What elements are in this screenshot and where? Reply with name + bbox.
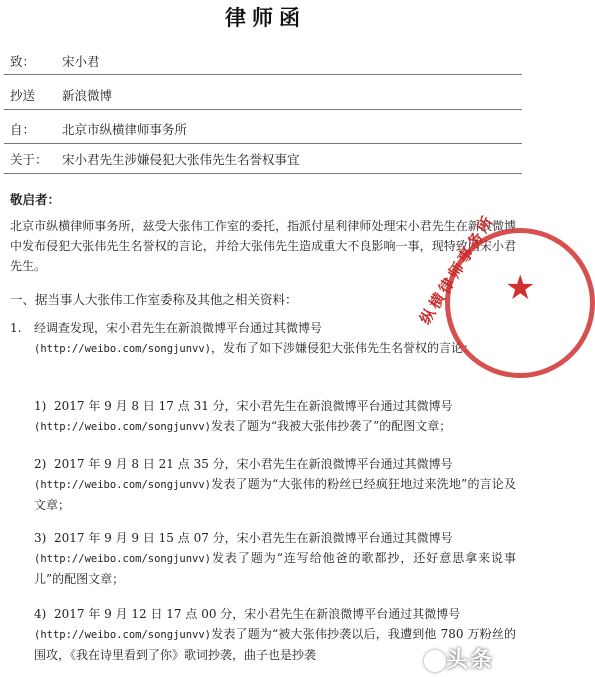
seal-text: 纵横律师事务所 xyxy=(416,211,499,328)
point-body xyxy=(34,318,516,359)
header-from-label: 自： xyxy=(10,122,36,137)
weibo-url: (http://weibo.com/songjunvv) xyxy=(34,553,212,565)
weibo-url: (http://weibo.com/songjunvv) xyxy=(34,629,212,641)
subitem-2 xyxy=(10,454,516,515)
section-heading: 一、据当事人大张伟工作室委称及其他之相关资料： xyxy=(10,292,298,307)
subitem-body xyxy=(34,454,516,515)
weibo-url: (http://weibo.com/songjunvv) xyxy=(34,421,212,433)
point-number: 1. xyxy=(10,321,22,335)
weibo-url: (http://weibo.com/songjunvv) xyxy=(34,343,212,355)
subitem-text: 2017 年 9 月 9 日 15 点 07 分，宋小君先生在新浪微博平台通过其微博号 xyxy=(53,531,453,545)
subitem-text: 发表了题为“被大张伟抄袭以后，我遭到他 780 万粉丝的围攻，《我在诗里看到了你》歌词抄袭，曲子也是抄袭 xyxy=(34,627,516,662)
subitem-text: 2017 年 9 月 12 日 17 点 00 分，宋小君先生在新浪微博平台通过其微博号 xyxy=(53,607,461,621)
subitem-text: 2017 年 9 月 8 日 21 点 35 分，宋小君先生在新浪微博平台通过其微博号 xyxy=(53,457,453,471)
subitem-number: 3) xyxy=(34,531,47,545)
intro-paragraph: 北京市纵横律师事务所，兹受大张伟工作室的委托，指派付星利律师处理宋小君先生在新浪微博中发布侵犯大张伟先生名誉权的言论，并给大张伟先生造成重大不良影响一事，现特致函宋小君先生。 xyxy=(10,219,516,273)
point-1 xyxy=(10,318,516,359)
header-divider xyxy=(4,74,522,75)
header-subject-value: 宋小君先生涉嫌侵犯大张伟先生名誉权事宜 xyxy=(62,152,300,167)
subitem-text: 发表了题为“我被大张伟抄袭了”的配图文章； xyxy=(211,419,452,433)
subitem-text: 发表了题为“连写给他爸的歌都抄，还好意思拿来说事儿”的配图文章； xyxy=(34,551,516,586)
watermark-text: 头条 xyxy=(446,648,495,673)
star-icon: ★ xyxy=(505,268,536,308)
header-divider xyxy=(4,173,522,174)
header-to-value: 宋小君 xyxy=(62,54,100,69)
header-subject-label: 关于： xyxy=(10,152,48,167)
header-divider xyxy=(4,109,522,110)
greeting: 敬启者： xyxy=(10,192,61,207)
header-cc-label: 抄送 xyxy=(10,88,36,103)
subitem-text: 发表了题为“大张伟的粉丝已经疯狂地过来洗地”的言论及文章； xyxy=(34,477,516,512)
header-cc-value: 新浪微博 xyxy=(62,88,113,103)
header-to-label: 致： xyxy=(10,54,36,69)
subitem-text: 2017 年 9 月 8 日 17 点 31 分，宋小君先生在新浪微博平台通过其微博号 xyxy=(53,399,453,413)
subitem-1 xyxy=(10,396,516,437)
subitem-body xyxy=(34,396,516,437)
subitem-number: 4) xyxy=(34,607,47,621)
subitem-number: 2) xyxy=(34,457,47,471)
weibo-url: (http://weibo.com/songjunvv) xyxy=(34,479,212,491)
point-text: ，发布了如下涉嫌侵犯大张伟先生名誉权的言论： xyxy=(211,341,476,355)
watermark-logo-icon xyxy=(424,650,446,672)
subitem-body xyxy=(34,528,516,589)
subitem-3 xyxy=(10,528,516,589)
document-title: 律师函 xyxy=(225,5,306,30)
subitem-number: 1) xyxy=(34,399,47,413)
header-from-value: 北京市纵横律师事务所 xyxy=(62,122,188,137)
point-text: 经调查发现，宋小君先生在新浪微博平台通过其微博号 xyxy=(34,321,323,335)
header-divider xyxy=(4,143,522,144)
